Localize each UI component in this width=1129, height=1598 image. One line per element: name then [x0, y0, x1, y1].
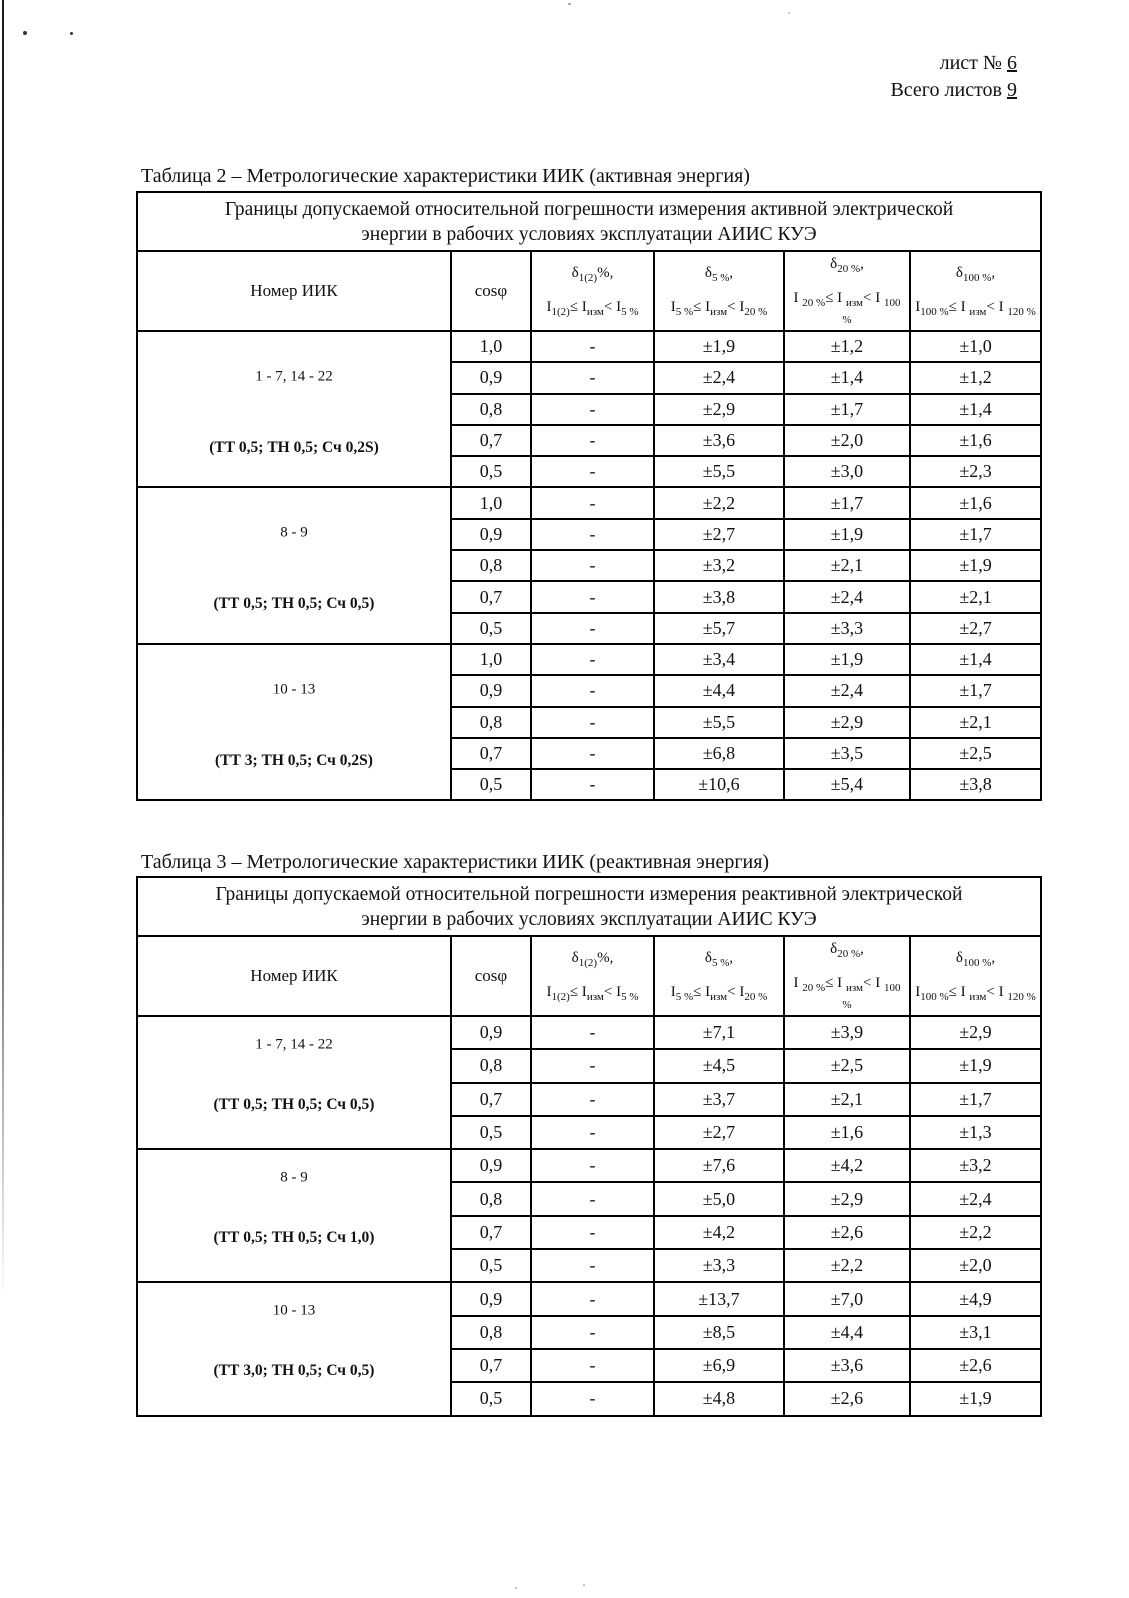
cos-value: 0,8: [451, 707, 531, 738]
delta20-value: ±4,2: [784, 1149, 910, 1182]
col-header-nomer-iik: Номер ИИК: [137, 936, 451, 1016]
delta5-value: ±4,5: [654, 1049, 784, 1082]
delta100-value: ±2,1: [910, 581, 1041, 612]
col-header-delta-100: [910, 936, 1041, 1016]
total-sheets-line: [890, 77, 1017, 104]
cos-value: 0,5: [451, 769, 531, 800]
delta1-value: -: [531, 1116, 654, 1149]
delta-symbol-line: $\delta_{20 \%}$,: [830, 256, 864, 275]
table3-banner-line1: Границы допускаемой относительной погрешности измерения реактивной электрической: [215, 883, 963, 905]
delta100-value: ±1,9: [910, 1382, 1041, 1415]
delta1-value: -: [531, 1016, 654, 1049]
delta20-value: ±4,4: [784, 1316, 910, 1349]
iik-range: 8 - 9: [280, 524, 308, 541]
cos-value: 0,9: [451, 1149, 531, 1182]
delta1-value: -: [531, 425, 654, 456]
delta100-value: ±2,3: [910, 456, 1041, 487]
delta1-value: -: [531, 1349, 654, 1382]
delta1-value: -: [531, 456, 654, 487]
delta1-value: -: [531, 707, 654, 738]
cos-value: 0,7: [451, 425, 531, 456]
page-header: [890, 50, 1017, 104]
col-header-delta-20: [784, 251, 910, 331]
cos-value: 1,0: [451, 487, 531, 518]
delta5-value: ±2,2: [654, 487, 784, 518]
delta5-value: ±4,2: [654, 1216, 784, 1249]
delta100-value: ±1,4: [910, 644, 1041, 675]
sheet-label: лист №: [939, 52, 1002, 74]
table-row: [137, 1016, 1041, 1049]
delta20-value: ±1,7: [784, 394, 910, 425]
table-row: [137, 1149, 1041, 1182]
delta100-value: ±2,4: [910, 1182, 1041, 1215]
delta5-value: ±3,3: [654, 1249, 784, 1282]
delta1-value: -: [531, 1316, 654, 1349]
col-header-delta-5: [654, 936, 784, 1016]
delta20-value: ±3,0: [784, 456, 910, 487]
table-row: [137, 644, 1041, 675]
current-range-line: $I_{100 \%}\le I$ $_{изм}$< I $_{120 \%}$: [915, 983, 1036, 1003]
cos-value: 0,5: [451, 1382, 531, 1415]
current-range-line: $I_{5 \%}\le I_{изм}< I_{20 \%}$: [670, 298, 768, 318]
current-range-line: $I_{5 \%}\le I_{изм}< I_{20 \%}$: [670, 983, 768, 1003]
delta20-value: ±1,2: [784, 331, 910, 362]
delta-symbol-line: $\delta_{100 \%}$,: [955, 949, 996, 969]
table2-banner: [137, 192, 1041, 251]
delta5-value: ±13,7: [654, 1282, 784, 1315]
delta1-value: -: [531, 675, 654, 706]
delta-symbol-line: $\delta_{5 \%}$,: [704, 264, 734, 284]
delta1-value: -: [531, 1282, 654, 1315]
col-header-delta-100: [910, 251, 1041, 331]
delta1-value: -: [531, 613, 654, 644]
cos-value: 0,7: [451, 1083, 531, 1116]
delta1-value: -: [531, 487, 654, 518]
delta20-value: ±2,2: [784, 1249, 910, 1282]
delta5-value: ±3,8: [654, 581, 784, 612]
cos-value: 0,5: [451, 1116, 531, 1149]
cos-value: 1,0: [451, 331, 531, 362]
delta100-value: ±3,1: [910, 1316, 1041, 1349]
delta20-value: ±7,0: [784, 1282, 910, 1315]
table2-banner-line1: Границы допускаемой относительной погрешности измерения активной электрической: [224, 198, 954, 220]
delta5-value: ±5,0: [654, 1182, 784, 1215]
delta1-value: -: [531, 738, 654, 769]
iik-range: 1 - 7, 14 - 22: [255, 368, 333, 385]
col-header-cos-phi: cosφ: [451, 251, 531, 331]
iik-group-cell: [137, 644, 451, 800]
total-sheets-number: 9: [1007, 79, 1017, 101]
delta1-value: -: [531, 1083, 654, 1116]
delta-symbol-line: $\delta_{100 \%}$,: [955, 264, 996, 284]
current-range-line: $I_{1(2)}\le I_{изм}< I_{5 \%}$: [546, 983, 639, 1003]
delta5-value: ±10,6: [654, 769, 784, 800]
delta5-value: ±5,5: [654, 456, 784, 487]
delta20-value: ±1,7: [784, 487, 910, 518]
table3-reactive-energy: [136, 876, 1042, 1417]
cos-value: 0,7: [451, 1349, 531, 1382]
table2-banner-line2: энергии в рабочих условиях эксплуатации АИИС КУЭ: [361, 223, 817, 245]
col-header-nomer-iik: Номер ИИК: [137, 251, 451, 331]
table2-title: Таблица 2 – Метрологические характеристики ИИК (активная энергия): [141, 165, 750, 187]
delta100-value: ±1,6: [910, 425, 1041, 456]
cos-value: 0,7: [451, 581, 531, 612]
delta100-value: ±1,4: [910, 394, 1041, 425]
delta100-value: ±4,9: [910, 1282, 1041, 1315]
iik-group-cell: [137, 1282, 451, 1415]
delta20-value: ±2,4: [784, 675, 910, 706]
delta20-value: ±5,4: [784, 769, 910, 800]
delta20-value: ±2,0: [784, 425, 910, 456]
iik-range: 8 - 9: [280, 1169, 308, 1186]
table3-column-header-row: [137, 936, 1041, 1016]
delta5-value: ±2,4: [654, 362, 784, 393]
delta1-value: -: [531, 769, 654, 800]
delta1-value: -: [531, 362, 654, 393]
delta20-value: ±2,9: [784, 707, 910, 738]
delta5-value: ±5,7: [654, 613, 784, 644]
delta5-value: ±2,7: [654, 1116, 784, 1149]
delta20-value: ±1,9: [784, 644, 910, 675]
table2-column-header-row: [137, 251, 1041, 331]
col-header-cos-phi: cosφ: [451, 936, 531, 1016]
cos-value: 0,8: [451, 1316, 531, 1349]
delta5-value: ±4,8: [654, 1382, 784, 1415]
sheet-number-line: [890, 50, 1017, 77]
delta1-value: -: [531, 1382, 654, 1415]
delta100-value: ±2,6: [910, 1349, 1041, 1382]
delta5-value: ±1,9: [654, 331, 784, 362]
table2-active-energy: [136, 191, 1042, 801]
delta1-value: -: [531, 644, 654, 675]
table3-banner-line2: энергии в рабочих условиях эксплуатации АИИС КУЭ: [361, 908, 817, 930]
delta5-value: ±7,6: [654, 1149, 784, 1182]
scan-artifact-dot: [515, 1587, 517, 1589]
cos-value: 0,8: [451, 1049, 531, 1082]
cos-value: 0,9: [451, 362, 531, 393]
delta5-value: ±3,4: [654, 644, 784, 675]
iik-group-cell: [137, 1016, 451, 1149]
delta5-value: ±2,9: [654, 394, 784, 425]
delta1-value: -: [531, 519, 654, 550]
col-header-delta-20: [784, 936, 910, 1016]
table2-banner-row: [137, 192, 1041, 251]
delta5-value: ±6,9: [654, 1349, 784, 1382]
delta1-value: -: [531, 550, 654, 581]
delta100-value: ±1,3: [910, 1116, 1041, 1149]
delta20-value: ±1,9: [784, 519, 910, 550]
delta1-value: -: [531, 1216, 654, 1249]
table3-banner-row: [137, 877, 1041, 936]
iik-tt-spec: (ТТ 0,5; ТН 0,5; Сч 0,2S): [209, 438, 379, 456]
cos-value: 0,5: [451, 1249, 531, 1282]
iik-tt-spec: (ТТ 3; ТН 0,5; Сч 0,2S): [215, 751, 373, 769]
current-range-line: I $_{20 \%}$≤ I $_{изм}$< I $_{100 \%}$: [793, 975, 901, 1011]
col-header-delta-1-2: [531, 936, 654, 1016]
iik-range: 1 - 7, 14 - 22: [255, 1036, 333, 1053]
delta100-value: ±1,9: [910, 550, 1041, 581]
delta5-value: ±3,2: [654, 550, 784, 581]
delta20-value: ±2,4: [784, 581, 910, 612]
delta-symbol-line: $\delta_{5 \%}$,: [704, 949, 734, 969]
delta5-value: ±3,6: [654, 425, 784, 456]
delta1-value: -: [531, 394, 654, 425]
table3-banner: [137, 877, 1041, 936]
delta20-value: ±3,6: [784, 1349, 910, 1382]
cos-value: 0,8: [451, 550, 531, 581]
delta100-value: ±1,9: [910, 1049, 1041, 1082]
sheet-number: 6: [1007, 52, 1017, 74]
delta1-value: -: [531, 1149, 654, 1182]
delta100-value: ±1,2: [910, 362, 1041, 393]
cos-value: 0,7: [451, 738, 531, 769]
scan-artifact-dot: [788, 12, 790, 14]
iik-group-cell: [137, 1149, 451, 1282]
iik-tt-spec: (ТТ 0,5; ТН 0,5; Сч 0,5): [213, 595, 375, 613]
delta5-value: ±7,1: [654, 1016, 784, 1049]
delta100-value: ±3,2: [910, 1149, 1041, 1182]
delta-symbol-line: $\delta_{1(2)}\%$,: [571, 949, 614, 969]
iik-tt-spec: (ТТ 0,5; ТН 0,5; Сч 1,0): [213, 1229, 375, 1247]
cos-value: 0,7: [451, 1216, 531, 1249]
scan-artifact-edge-line: [2, 0, 4, 1300]
cos-value: 0,9: [451, 675, 531, 706]
scan-artifact-dot: [583, 1584, 585, 1586]
iik-range: 10 - 13: [272, 681, 316, 698]
scan-artifact-dot: [23, 31, 27, 35]
delta1-value: -: [531, 1049, 654, 1082]
iik-tt-spec: (ТТ 0,5; ТН 0,5; Сч 0,5): [213, 1095, 375, 1113]
delta1-value: -: [531, 581, 654, 612]
delta1-value: -: [531, 1249, 654, 1282]
col-header-delta-5: [654, 251, 784, 331]
table-row: [137, 487, 1041, 518]
current-range-line: $I_{1(2)}\le I_{изм}< I_{5 \%}$: [546, 298, 639, 318]
delta5-value: ±5,5: [654, 707, 784, 738]
iik-group-cell: [137, 487, 451, 643]
cos-value: 0,9: [451, 519, 531, 550]
delta1-value: -: [531, 1182, 654, 1215]
cos-value: 0,9: [451, 1016, 531, 1049]
delta20-value: ±2,6: [784, 1382, 910, 1415]
delta5-value: ±2,7: [654, 519, 784, 550]
cos-value: 0,5: [451, 613, 531, 644]
cos-value: 0,8: [451, 394, 531, 425]
delta100-value: ±2,7: [910, 613, 1041, 644]
scan-artifact-dot: [568, 3, 571, 5]
delta5-value: ±4,4: [654, 675, 784, 706]
delta20-value: ±2,5: [784, 1049, 910, 1082]
current-range-line: I $_{20 \%}$≤ I $_{изм}$< I $_{100 \%}$: [793, 290, 901, 326]
delta20-value: ±3,3: [784, 613, 910, 644]
delta100-value: ±2,2: [910, 1216, 1041, 1249]
current-range-line: $I_{100 \%}\le I$ $_{изм}$< I $_{120 \%}$: [915, 298, 1036, 318]
table-row: [137, 331, 1041, 362]
delta20-value: ±2,9: [784, 1182, 910, 1215]
delta100-value: ±1,7: [910, 1083, 1041, 1116]
iik-group-cell: [137, 331, 451, 487]
table-row: [137, 1282, 1041, 1315]
total-sheets-label: Всего листов: [890, 79, 1002, 101]
delta-symbol-line: $\delta_{20 \%}$,: [830, 941, 864, 960]
delta20-value: ±2,1: [784, 1083, 910, 1116]
delta100-value: ±3,8: [910, 769, 1041, 800]
delta20-value: ±3,9: [784, 1016, 910, 1049]
iik-range: 10 - 13: [272, 1302, 316, 1319]
cos-value: 0,9: [451, 1282, 531, 1315]
delta20-value: ±2,1: [784, 550, 910, 581]
delta20-value: ±1,4: [784, 362, 910, 393]
delta100-value: ±1,7: [910, 675, 1041, 706]
delta100-value: ±2,5: [910, 738, 1041, 769]
delta100-value: ±1,6: [910, 487, 1041, 518]
cos-value: 1,0: [451, 644, 531, 675]
delta100-value: ±2,0: [910, 1249, 1041, 1282]
col-header-delta-1-2: [531, 251, 654, 331]
delta100-value: ±2,9: [910, 1016, 1041, 1049]
cos-value: 0,5: [451, 456, 531, 487]
delta20-value: ±1,6: [784, 1116, 910, 1149]
delta20-value: ±3,5: [784, 738, 910, 769]
delta5-value: ±8,5: [654, 1316, 784, 1349]
delta100-value: ±1,0: [910, 331, 1041, 362]
delta5-value: ±6,8: [654, 738, 784, 769]
table3-title: Таблица 3 – Метрологические характеристики ИИК (реактивная энергия): [141, 851, 770, 873]
delta20-value: ±2,6: [784, 1216, 910, 1249]
iik-tt-spec: (ТТ 3,0; ТН 0,5; Сч 0,5): [213, 1362, 375, 1380]
scan-artifact-dot: [70, 32, 73, 35]
delta1-value: -: [531, 331, 654, 362]
delta5-value: ±3,7: [654, 1083, 784, 1116]
delta100-value: ±1,7: [910, 519, 1041, 550]
delta100-value: ±2,1: [910, 707, 1041, 738]
delta-symbol-line: $\delta_{1(2)}\%$,: [571, 264, 614, 284]
cos-value: 0,8: [451, 1182, 531, 1215]
